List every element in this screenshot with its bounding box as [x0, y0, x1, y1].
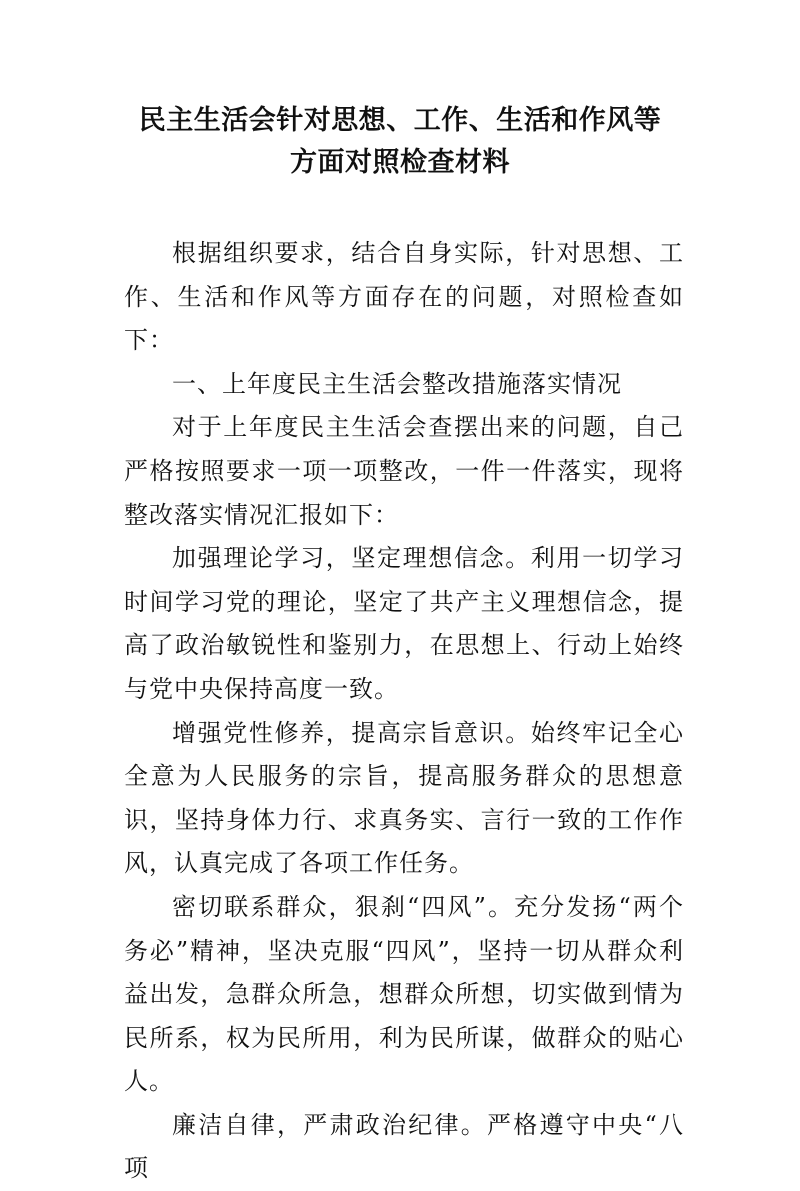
document-title-line-1: 民主生活会针对思想、工作、生活和作风等 — [138, 105, 662, 136]
paragraph-party-spirit: 增强党性修养，提高宗旨意识。始终牢记全心全意为人民服务的宗旨，提高服务群众的思想意识，坚持身体力行、求真务实、言行一致的工作作风，认真完成了各项工作任务。 — [124, 718, 684, 878]
document-body — [124, 232, 684, 1191]
paragraph-mass-contact: 密切联系群众，狠刹“四风”。充分发扬“两个务必”精神，坚决克服“四风”，坚持一切从群众利益出发，急群众所急，想群众所想，切实做到情为民所系，权为民所用，利为民所谋，做群众的贴心人。 — [124, 892, 684, 1096]
paragraph-rectification: 对于上年度民主生活会查摆出来的问题，自己严格按照要求一项一项整改，一件一件落实，现将整改落实情况汇报如下： — [124, 413, 684, 529]
section-heading-1: 一、上年度民主生活会整改措施落实情况 — [172, 369, 622, 398]
paragraph-intro: 根据组织要求，结合自身实际，针对思想、工作、生活和作风等方面存在的问题，对照检查如下： — [124, 239, 684, 355]
paragraph-theory-study: 加强理论学习，坚定理想信念。利用一切学习时间学习党的理论，坚定了共产主义理想信念，提高了政治敏锐性和鉴别力，在思想上、行动上始终与党中央保持高度一致。 — [124, 544, 684, 703]
paragraph-integrity: 廉洁自律，严肃政治纪律。严格遵守中央“八项 — [124, 1110, 684, 1183]
document-title-line-2: 方面对照检查材料 — [290, 147, 510, 178]
